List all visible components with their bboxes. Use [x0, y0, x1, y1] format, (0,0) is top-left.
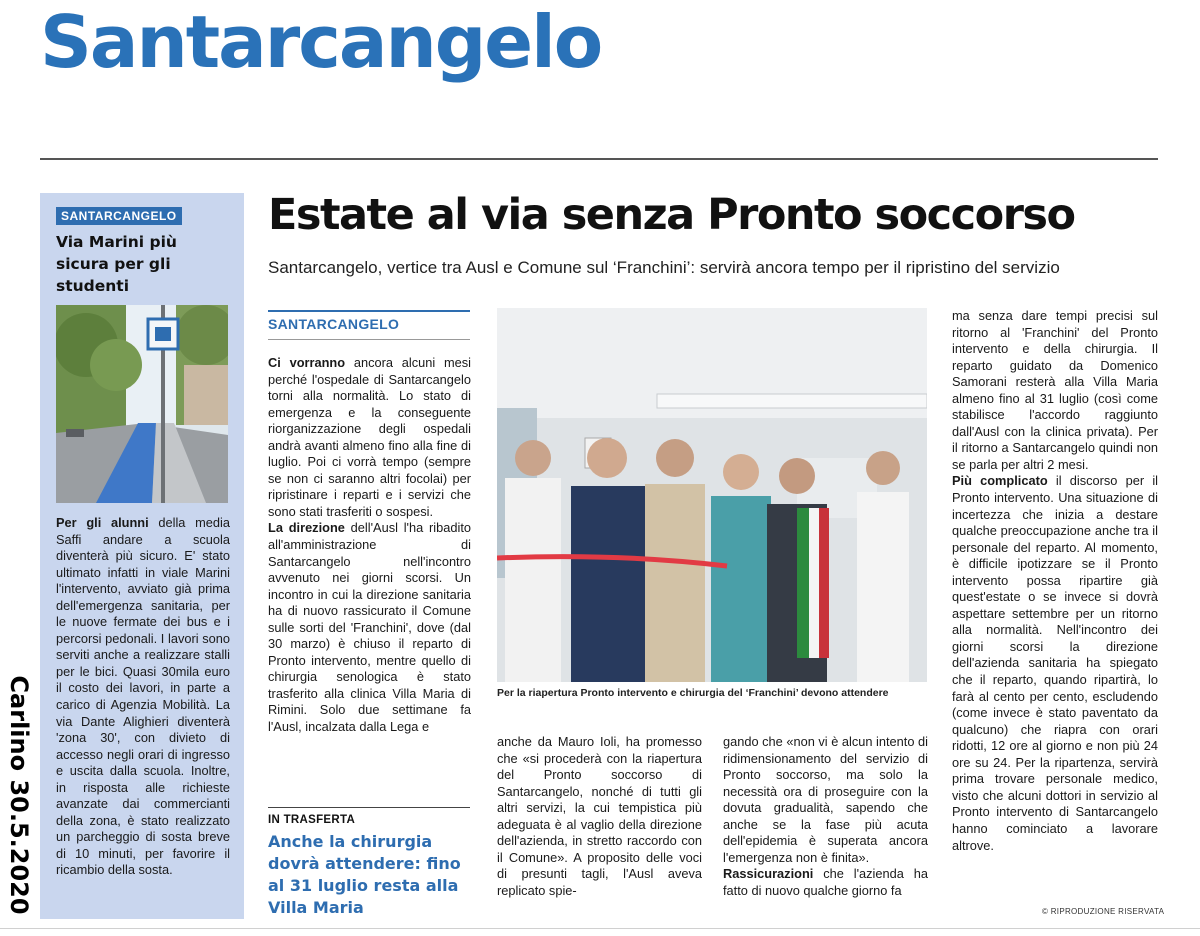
- photo-caption: Per la riapertura Pronto intervento e chirurgia del ‘Franchini’ devono attendere: [497, 687, 889, 699]
- paragraph-text: il discorso per il Pronto intervento. Una situazione di incertezza che inizia a destare qualche preoccupazione anche tra il personale del reparto. Al momento, è difficile ipotizzare se il Pronto intervento possa ripartire già quest'estate o se invece si dovrà aspettare settembre per un ritorno alla normalità. Nell'incontro dei giorni scorsi la direzione dell'azienda sanitaria ha spiegato che il reparto, quando ripartirà, lo farà al cento per cento, escludendo (come invece è stato paventato da qualcuno) che riapra con orari ridotti, 12 ore al giorno e non più 24 ore su 24. Per la ripartenza, servirà prima trovare personale medico, visto che alcuni dottori in servizio al Pronto intervento di Santarcangelo hanno cominciato a lavorare altrove.: [952, 473, 1158, 853]
- paragraph-text: gando che «non vi è alcun intento di ridimensionamento del servizio di Pronto soccorso, ma solo la necessità ora di proseguire con la dovuta gradualità, sapendo che anche se la fase più acuta dell'epidemia è superata ancora l'emergenza non è finita».: [723, 734, 928, 865]
- paragraph: [268, 355, 471, 520]
- article-subhead: Santarcangelo, vertice tra Ausl e Comune sul ‘Franchini’: servirà ancora tempo per il ripristino del servizio: [268, 258, 1060, 277]
- page-bottom-rule: [0, 928, 1200, 929]
- article-photo: [497, 308, 927, 682]
- article-headline: Estate al via senza Pronto soccorso: [268, 190, 1075, 240]
- sidebar-body: [56, 515, 230, 879]
- paragraph: [952, 473, 1158, 854]
- paragraph-text: ancora alcuni mesi perché l'ospedale di Santarcangelo torni alla normalità. Lo stato di emergenza e la conseguente riorganizzazione degli ospedali andrà avanti almeno fino alla fine di luglio. Poi ci vorrà tempo (sempre se non ci saranno altri focolai) per ripristinare i reparti e i servizi che sono stati trasferiti o sospesi.: [268, 355, 471, 519]
- street-photo: [56, 305, 228, 503]
- paragraph: [952, 308, 1158, 473]
- ribbon-cutting-illustration: [497, 308, 927, 682]
- paragraph-text: ma senza dare tempi precisi sul ritorno al 'Franchini' del Pronto intervento e della chirurgia. Il reparto guidato da Domenico Samorani resterà alla Villa Maria almeno fino al 31 luglio (così come stabilisce l'accordo raggiunto dall'Ausl con la clinica privata). Per il ritorno a Santarcangelo quindi non se parla per altri 2 mesi.: [952, 308, 1158, 472]
- sidebar-title: Via Marini più sicura per gli studenti: [56, 233, 177, 295]
- section-rule: [268, 310, 470, 312]
- masthead-title: Santarcangelo: [40, 0, 602, 84]
- paragraph: [268, 520, 471, 735]
- article-column-3: [723, 734, 928, 899]
- paragraph-lead: Più complicato: [952, 473, 1048, 489]
- sidebar-box: [40, 193, 244, 919]
- sidebar-lead: Per gli alunni: [56, 515, 149, 530]
- sidebar-body-text: della media Saffi andare a scuola diventerà più sicuro. E' stato ultimato infatti in viale Marini l'intervento, avviato già prima dell'emergenza sanitaria, per le nuove fermate dei bus e i percorsi pedonali. I lavori sono serviti anche a realizzare stalli per le bici. Quasi 30mila euro il costo dei lavori, in parte a carico di Agenzia Mobilità. La via Dante Alighieri diventerà 'zona 30', con divieto di accesso negli orari di ingresso e uscita dalla scuola. Inoltre, in risposta alle richieste avanzate dai commercianti della zona, è stato realizzato un parcheggio di sosta breve di 10 minuti, per favorire il ricambio della sosta.: [56, 515, 230, 878]
- box-divider: [268, 807, 470, 808]
- sidebar-section-tag: SANTARCANGELO: [56, 207, 182, 225]
- article-column-2: anche da Mauro Ioli, ha promesso che «si procederà con la riapertura del Pronto soccorso di Santarcangelo, nonché di tutti gli altri servizi, la cui tempistica più adeguata è al vaglio della direzione dell'azienda, in stretto raccordo con il Comune». A proposito delle voci di presunti tagli, l'Ausl aveva replicato spie-: [497, 734, 702, 898]
- paragraph-lead: Ci vorranno: [268, 355, 346, 370]
- paragraph-lead: Rassicurazioni: [723, 866, 814, 882]
- vertical-date-label: [5, 660, 33, 930]
- masthead-divider: [40, 158, 1158, 160]
- article-column-4: [952, 308, 1158, 854]
- paragraph-text: dell'Ausl l'ha ribadito all'amministrazione di Santarcangelo nell'incontro avvenuto nei giorni scorsi. Un incontro in cui la direzione sanitaria ha di nuovo rassicurato il Comune sulle sorti del 'Franchini', dove (dal 30 marzo) è chiuso il reparto di Pronto intervento, mentre quello di chirurgia senologica è stato trasferito alla clinica Villa Maria di Rimini. Solo due settimane fa l'Ausl, incalzata dalla Lega e: [268, 520, 471, 735]
- paragraph-lead: La direzione: [268, 520, 345, 536]
- paragraph-text: che l'azienda ha fatto di nuovo qualche giorno fa: [723, 866, 928, 898]
- section-label: SANTARCANGELO: [268, 316, 400, 332]
- copyright-notice: © RIPRODUZIONE RISERVATA: [1042, 907, 1165, 916]
- article-column-1: [268, 355, 471, 736]
- date-text: Carlino 30.5.2020: [5, 675, 33, 915]
- box-title: Anche la chirurgia dovrà attendere: fino al 31 luglio resta alla Villa Maria: [268, 832, 461, 917]
- street-photo-illustration: [56, 305, 228, 503]
- box-tag: IN TRASFERTA: [268, 814, 356, 826]
- section-underline: [268, 339, 470, 340]
